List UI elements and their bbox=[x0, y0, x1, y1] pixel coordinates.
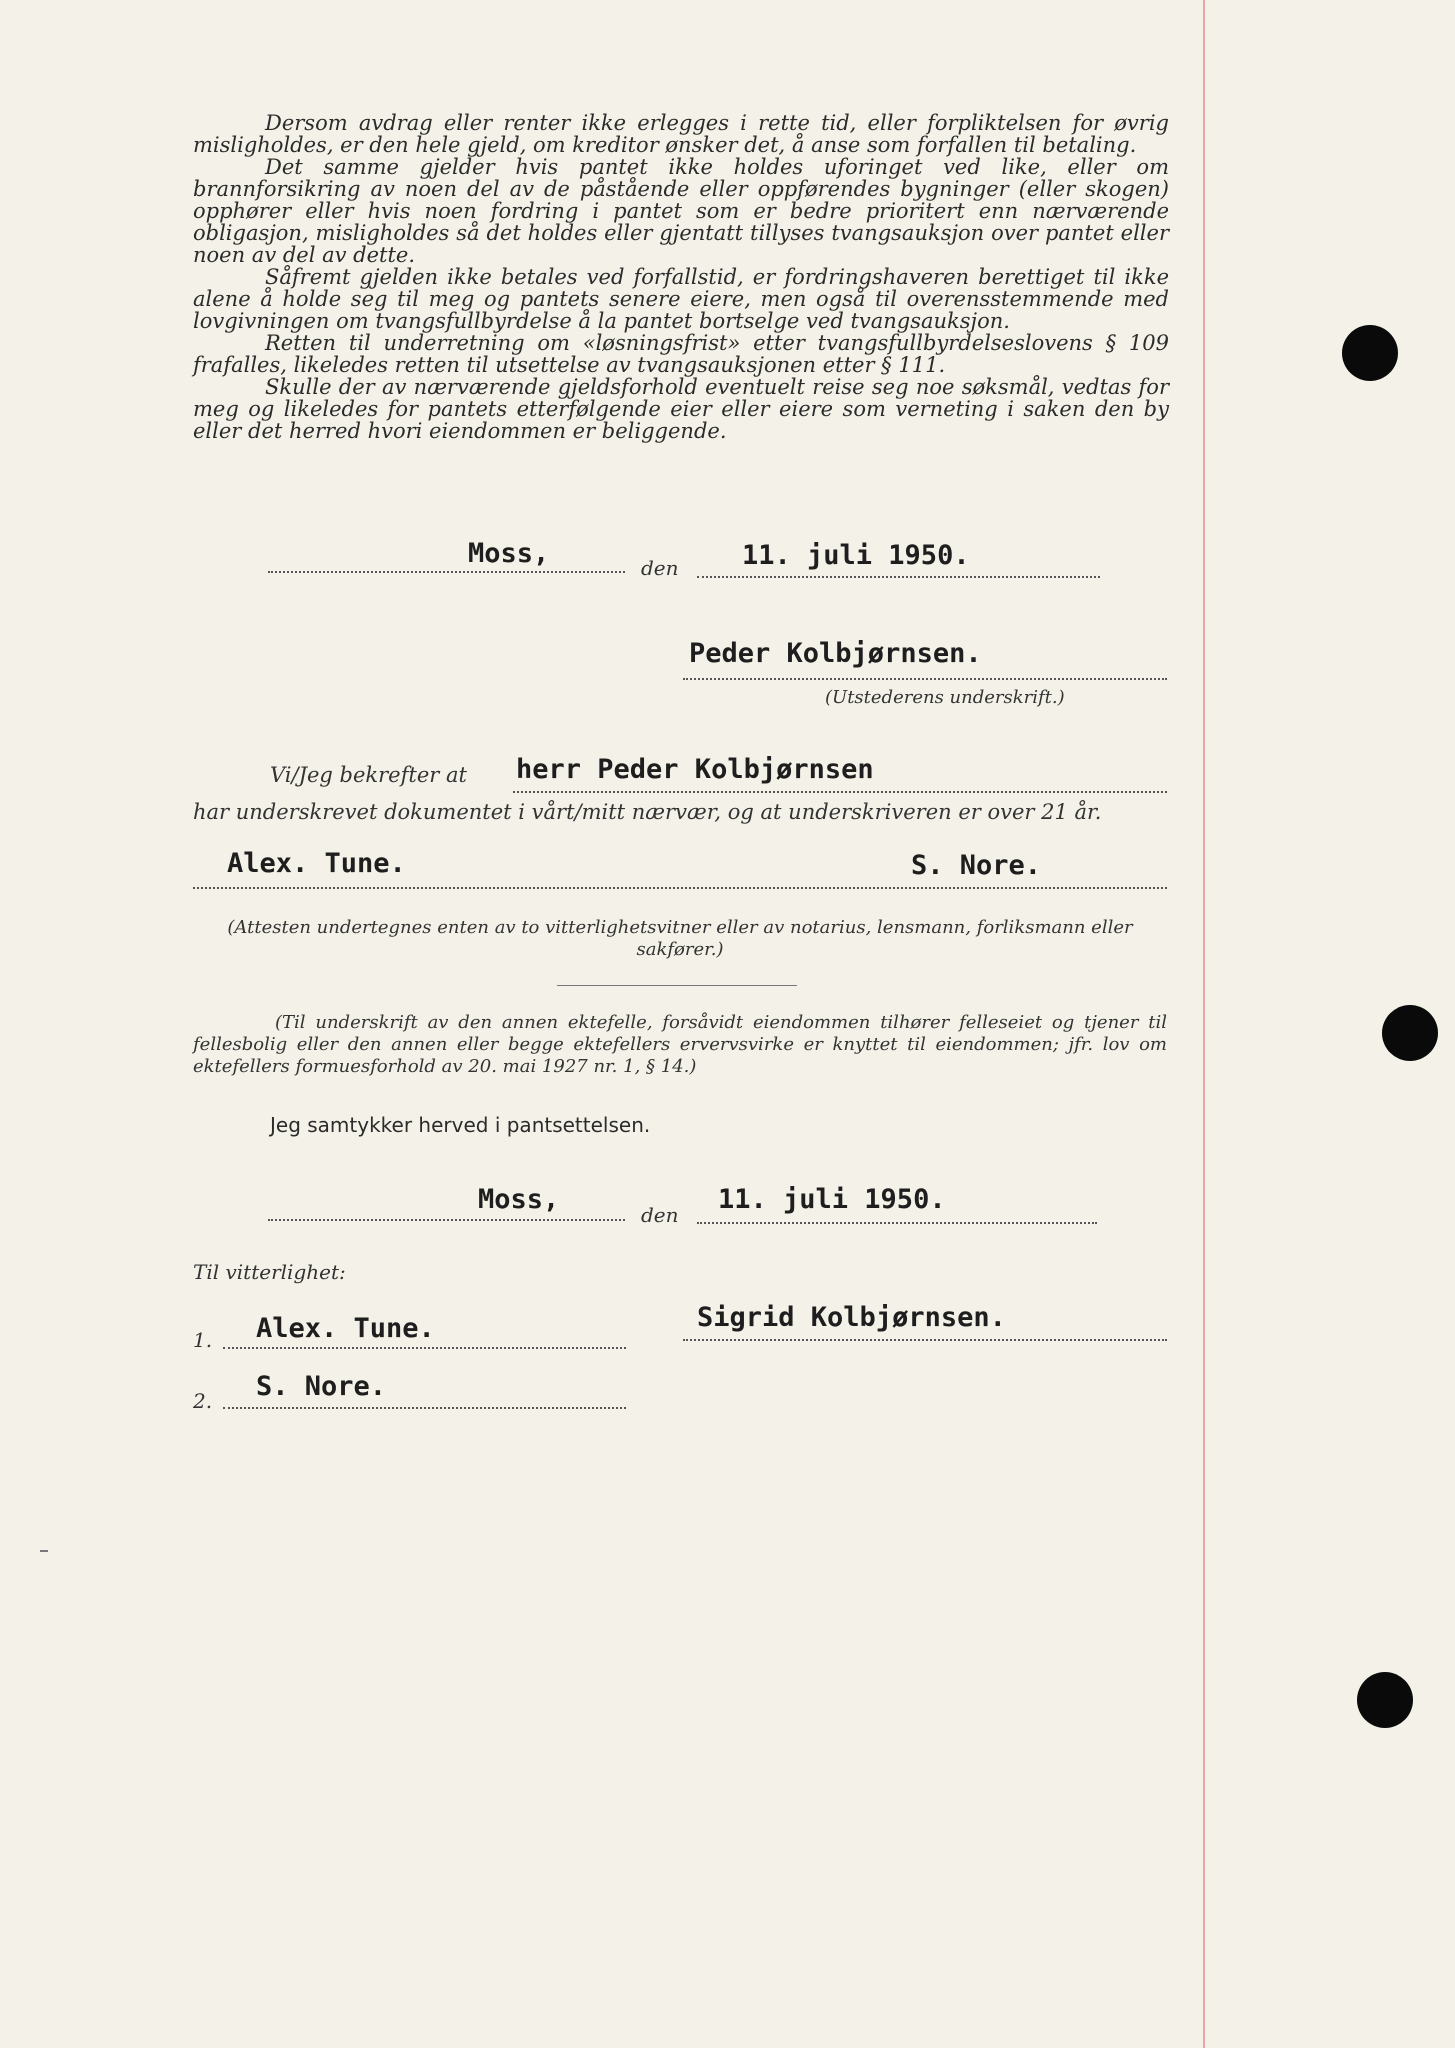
red-margin-line bbox=[1203, 0, 1205, 2048]
terms-paragraph: Retten til underretning om «løsningsfrist» etter tvangsfullbyrdelseslovens § 109 frafalles, likeledes retten til utsettelse av tvangsauksjonen etter § 111. bbox=[193, 331, 1169, 377]
place-dotted-line bbox=[268, 571, 625, 573]
witness-1-signature: Alex. Tune. bbox=[227, 848, 406, 879]
terms-paragraph: Skulle der av nærværende gjeldsforhold eventuelt reise seg noe søksmål, vedtas for meg og likeledes for pantets etterfølgende eier eller eiere som verneting i saken den by eller det herred hvori eiendommen er beliggende. bbox=[193, 375, 1169, 443]
date-text: 11. juli 1950. bbox=[742, 540, 970, 571]
terms-paragraph: Dersom avdrag eller renter ikke erlegges i rette tid, eller forpliktelsen for øvrig misligholdes, er den hele gjeld, om kreditor ønsker det, å anse som forfallen til betaling. bbox=[193, 111, 1169, 157]
spouse-den-label: den bbox=[641, 1203, 679, 1227]
den-label: den bbox=[641, 556, 679, 580]
divider bbox=[557, 985, 797, 986]
witness-1-number: 1. bbox=[193, 1328, 213, 1352]
spouse-signature: Sigrid Kolbjørnsen. bbox=[697, 1302, 1006, 1333]
spouse-place-dotted-line bbox=[268, 1219, 625, 1221]
spouse-signature-line bbox=[683, 1339, 1167, 1341]
witness-heading: Til vitterlighet: bbox=[193, 1260, 346, 1284]
attestation-note: (Attesten undertegnes enten av to vitterlighetsvitner eller av notarius, lensmann, forliksmann eller sakfører.) bbox=[227, 917, 1133, 960]
spouse-note: (Til underskrift av den annen ektefelle, forsåvidt eiendommen tilhører felleseiet og tjener til fellesbolig eller den annen eller begge ektefellers ervervsvirke er knyttet til eiendommen; jfr. lov om ektefellers formuesforhold av 20. mai 1927 nr. 1, § 14.) bbox=[193, 1012, 1167, 1077]
punch-hole-icon bbox=[1382, 1005, 1438, 1061]
attestation-prefix: Vi/Jeg bekrefter at bbox=[270, 763, 467, 787]
place-text: Moss, bbox=[468, 538, 550, 569]
witness-2-line bbox=[223, 1407, 626, 1409]
witness-line bbox=[193, 887, 1167, 889]
spouse-date-text: 11. juli 1950. bbox=[718, 1184, 946, 1215]
witness-2-signature: S. Nore. bbox=[911, 850, 1042, 881]
issuer-signature: Peder Kolbjørnsen. bbox=[689, 638, 982, 669]
witness-1-line bbox=[223, 1347, 626, 1349]
witness-2-number: 2. bbox=[193, 1389, 213, 1413]
attestation-name-line bbox=[513, 791, 1167, 793]
punch-hole-icon bbox=[1357, 1672, 1413, 1728]
issuer-signature-caption: (Utstederens underskrift.) bbox=[825, 687, 1065, 708]
date-dotted-line bbox=[697, 576, 1100, 578]
terms-text bbox=[193, 112, 1169, 442]
issuer-signature-line bbox=[683, 678, 1167, 680]
edge-mark bbox=[40, 1550, 48, 1552]
spouse-date-dotted-line bbox=[697, 1222, 1097, 1224]
terms-paragraph: Det samme gjelder hvis pantet ikke holdes uforinget ved like, eller om brannforsikring av noen del av de påstående eller oppførendes bygninger (eller skogen) opphører eller hvis noen fordring i pantet som er bedre prioritert enn nærværende obligasjon, misligholdes så det holdes eller gjentatt tillyses tvangsauksjon over pantet eller noen av del av dette. bbox=[193, 155, 1169, 267]
spouse-witness-1-signature: Alex. Tune. bbox=[256, 1313, 435, 1344]
spouse-place-text: Moss, bbox=[478, 1184, 560, 1215]
spouse-witness-2-signature: S. Nore. bbox=[256, 1371, 387, 1402]
punch-hole-icon bbox=[1342, 325, 1398, 381]
consent-text: Jeg samtykker herved i pantsettelsen. bbox=[270, 1113, 651, 1137]
terms-paragraph: Såfremt gjelden ikke betales ved forfallstid, er fordringshaveren berettiget til ikke alene å holde seg til meg og pantets senere eiere, men også til overensstemmende med lovgivningen om tvangsfullbyrdelse å la pantet bortselge ved tvangsauksjon. bbox=[193, 265, 1169, 333]
attestation-statement: har underskrevet dokumentet i vårt/mitt nærvær, og at underskriveren er over 21 år. bbox=[193, 800, 1102, 824]
attestation-name: herr Peder Kolbjørnsen bbox=[516, 754, 874, 785]
